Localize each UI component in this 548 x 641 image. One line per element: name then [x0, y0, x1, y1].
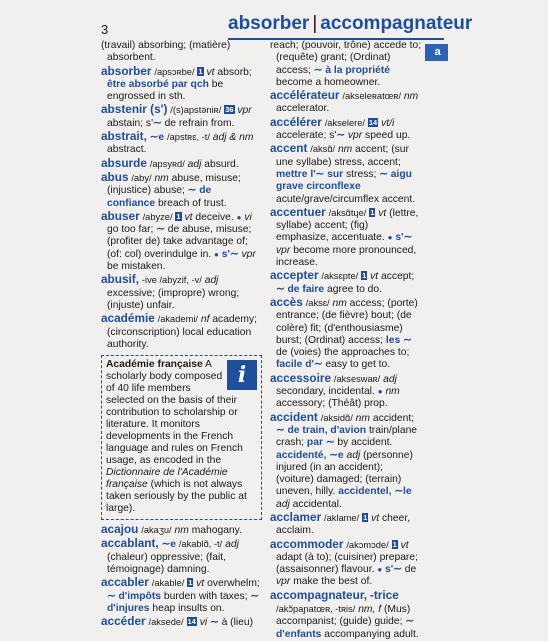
- entry-accent: [270, 142, 422, 205]
- tilde: ∼: [276, 283, 285, 295]
- phrase: mettre l'∼ sur: [276, 168, 344, 180]
- definition: accelerator.: [276, 103, 330, 115]
- definition: de abuse, misuse; (profiter de) take advantage of; (of: col) overindulge in.: [107, 224, 252, 260]
- phrase: de train, d'avion: [287, 424, 367, 436]
- definition: stress;: [346, 168, 377, 180]
- part-of-speech: vpr: [237, 105, 252, 117]
- part-of-speech: nf: [200, 314, 210, 326]
- tilde: ∼e: [329, 449, 344, 461]
- definition: (chaleur) oppressive; (fait, témoignage) damning.: [107, 551, 227, 576]
- pronunciation: /akaʒu/: [141, 525, 172, 536]
- phrase: grave: [276, 181, 304, 193]
- definition: access; (porte) entrance; (de fièvre) bout; (de colère) fit; (d'enthousiasme) burst; (Ordinat) access;: [276, 297, 418, 346]
- pronunciation: /aksɛpte/: [321, 271, 359, 282]
- bullet-icon: ●: [387, 233, 393, 243]
- tilde: ∼le: [394, 486, 412, 498]
- headword: accélérateur: [270, 88, 340, 103]
- headword: abstenir (s'): [101, 102, 168, 117]
- entry-accelerateur: [270, 89, 422, 116]
- phrase: aigu: [390, 168, 412, 180]
- entry-accepter: [270, 269, 422, 296]
- entry-abusif: [101, 273, 262, 312]
- part-of-speech: adj: [383, 373, 397, 385]
- headword: accablant,: [101, 536, 159, 551]
- headword: accès: [270, 294, 303, 309]
- conjugation-badge: 14: [187, 617, 196, 627]
- entry-acajou: [101, 523, 262, 537]
- part-of-speech: vt: [184, 211, 193, 223]
- part-of-speech: vt: [206, 66, 215, 78]
- headword: abstrait,: [101, 129, 147, 144]
- definition: speed up.: [365, 130, 411, 142]
- phrase: les ∼: [385, 334, 412, 346]
- definition: secondary, incidental.: [276, 386, 375, 398]
- pronunciation: /akɔmɔde/: [346, 539, 389, 550]
- definition: overwhelm;: [207, 578, 260, 590]
- phrase: à la propriété: [325, 64, 390, 76]
- headword-separator: |: [312, 13, 318, 34]
- pronunciation: /akselere/: [324, 117, 366, 128]
- definition: be engrossed in sth.: [107, 78, 224, 103]
- definition: (personne) injured (in an accident); (voiture) damaged; (terrain) uneven, hilly.: [276, 449, 413, 498]
- definition: accent; (sur une syllabe) stress, accent;: [276, 144, 409, 168]
- conjugation-badge: 1: [198, 66, 203, 76]
- definition: burden with taxes;: [163, 590, 248, 602]
- conjugation-badge: 36: [225, 105, 234, 115]
- definition: heap insults on.: [152, 602, 225, 614]
- info-box-text: A scholarly body composed of 40 life members selected on the basis of their contribution to scholarship or literature. It monitors developments in the French language and rules on French usage, as encoded in the: [106, 359, 243, 467]
- pronunciation: /aby/: [131, 172, 152, 183]
- pronunciation: /akɔ̃paɲatœʀ, -tʀis/: [276, 604, 356, 615]
- phrase: facile d'∼: [276, 359, 323, 371]
- part-of-speech: adj: [204, 275, 219, 287]
- part-of-speech: nm: [154, 172, 169, 184]
- definition: accidental.: [292, 498, 342, 510]
- entry-accident: [270, 411, 422, 511]
- entry-acclamer: [270, 511, 422, 538]
- tilde: s'∼: [385, 564, 402, 576]
- last-headword: accompagnateur: [320, 13, 473, 34]
- definition: (Mus) accompanist; (guide) guide;: [276, 604, 411, 628]
- definition: go too far;: [107, 224, 154, 236]
- definition: accident;: [372, 412, 415, 424]
- headword: accident: [270, 409, 318, 424]
- part-of-speech: nm: [174, 525, 189, 537]
- tilde: s'∼: [221, 248, 239, 260]
- definition: abstain; s': [107, 117, 154, 129]
- part-of-speech: nm: [332, 297, 347, 309]
- info-box-dictionary-title: Dictionnaire de l'Académie française: [106, 467, 228, 491]
- page-number: 3: [101, 22, 109, 37]
- phrase: de faire: [287, 283, 325, 295]
- part-of-speech: vpr: [276, 576, 291, 588]
- phrase: de confiance: [107, 185, 212, 209]
- headword: accessoire: [270, 370, 332, 385]
- pronunciation: /aksɛ/: [305, 297, 330, 308]
- tilde: ∼: [250, 590, 259, 602]
- entry-accelerer: [270, 116, 422, 143]
- part-of-speech: vi: [199, 617, 208, 629]
- definition: train/plane crash;: [276, 424, 418, 449]
- definition: accompanying adult.: [324, 628, 419, 640]
- bullet-icon: ●: [377, 387, 383, 397]
- phrase: d'injures: [107, 602, 150, 614]
- part-of-speech: vt/i: [381, 117, 395, 129]
- conjugation-badge: 1: [176, 211, 181, 221]
- left-column: [101, 40, 262, 630]
- headword: accélérer: [270, 114, 322, 129]
- pronunciation: /akseswaʀ/: [333, 373, 381, 384]
- entry-acces: [270, 296, 422, 372]
- info-box: [101, 355, 262, 520]
- pronunciation: -ive /abyzif, -v/: [141, 275, 202, 286]
- tilde: ∼: [187, 185, 197, 197]
- entry-accommoder: [270, 538, 422, 589]
- entry-continuation: reach; (pouvoir, trône) accede to; (requête) grant; (Ordinat) access; ∼ à la propriété become a homeowner.: [270, 40, 422, 88]
- info-icon: i: [227, 360, 257, 390]
- pronunciation: /apsyʀd/: [149, 158, 185, 169]
- info-box-text: (which is not always taken seriously by the public at large).: [106, 479, 247, 515]
- entry-accentuer: [270, 206, 422, 269]
- bullet-icon: ●: [214, 249, 219, 259]
- conjugation-badge: 1: [363, 512, 368, 522]
- part-of-speech: nm: [385, 386, 400, 398]
- part-of-speech: vt: [196, 578, 205, 590]
- part-of-speech: vt: [370, 271, 379, 283]
- sub-headword: accidenté,: [276, 449, 327, 461]
- pronunciation: /akademi/: [157, 314, 198, 325]
- definition: academy; (circonscription) local education authority.: [107, 314, 257, 350]
- entry-acceder: [101, 615, 262, 629]
- tilde: ∼: [153, 117, 162, 129]
- pronunciation: /aksidɑ̃/: [320, 412, 353, 423]
- definition: mahogany.: [191, 525, 242, 537]
- pronunciation: /akable/: [151, 578, 185, 589]
- part-of-speech: adj & nm: [212, 132, 254, 144]
- headword: acajou: [101, 522, 139, 537]
- headword: académie: [101, 311, 155, 326]
- conjugation-badge: 14: [368, 117, 378, 127]
- conjugation-badge: 1: [188, 578, 193, 588]
- headword: abus: [101, 169, 129, 184]
- entry-academie: [101, 312, 262, 351]
- part-of-speech: adj: [187, 158, 202, 170]
- definition: by accident.: [337, 437, 393, 449]
- entry-abstenir: [101, 103, 262, 130]
- definition: abuse, misuse; (injustice) abuse;: [107, 172, 241, 197]
- definition: absurd.: [204, 158, 239, 170]
- pronunciation: /abyze/: [142, 211, 173, 222]
- definition: acute/grave/circumflex accent.: [276, 193, 416, 205]
- entry-absurde: [101, 157, 262, 171]
- entry-abus: [101, 171, 262, 210]
- entry-accablant: [101, 537, 262, 576]
- definition: adapt (à to); (cuisiner) prepare; (assaisonner) flavour.: [276, 551, 418, 576]
- pronunciation: /akseleʀatœʀ/: [342, 91, 402, 102]
- pronunciation: /akablɑ̃, -t/: [178, 539, 223, 550]
- headword: absorber: [101, 63, 152, 78]
- pronunciation: /(s)apstəniʀ/: [170, 105, 222, 116]
- definition: (lettre, syllabe) accent; (fig) emphasize, accentuate.: [276, 207, 419, 244]
- definition: à (lieu): [221, 617, 254, 629]
- phrase: par: [306, 437, 323, 449]
- definition: cheer, acclaim.: [276, 512, 411, 537]
- entry-absorber: [101, 65, 262, 104]
- headword: accabler: [101, 575, 149, 590]
- phrase: d'enfants: [276, 628, 322, 640]
- part-of-speech: adj: [225, 539, 239, 551]
- entry-abuser: [101, 210, 262, 273]
- pronunciation: /aksɑ̃tɥe/: [328, 207, 367, 218]
- tilde: s'∼: [395, 232, 413, 244]
- definition: accept;: [381, 271, 415, 283]
- tilde: ∼: [107, 590, 116, 602]
- headword: accentuer: [270, 204, 326, 219]
- entry-accompagnateur: [270, 589, 422, 641]
- part-of-speech: vi: [244, 211, 252, 223]
- headword: absurde: [101, 155, 147, 170]
- tilde: ∼: [325, 437, 335, 449]
- sub-headword: accidentel,: [338, 486, 392, 498]
- headword: accompagnateur,: [270, 587, 368, 602]
- letter-tab[interactable]: a: [425, 44, 448, 61]
- definition: deceive.: [195, 211, 234, 223]
- conjugation-badge: 1: [362, 271, 367, 281]
- part-of-speech: nm: [355, 412, 370, 424]
- definition: de (voies) the approaches to;: [276, 347, 410, 359]
- right-column: [270, 40, 422, 641]
- definition: accessory; (Théât) prop.: [276, 398, 388, 410]
- running-head: [228, 13, 472, 35]
- phrase: être absorbé par qch: [107, 78, 209, 90]
- definition: de: [404, 564, 417, 576]
- part-of-speech: vpr: [276, 244, 291, 256]
- part-of-speech: vt: [371, 512, 380, 524]
- definition: accelerate; s': [276, 130, 337, 142]
- part-of-speech: nm: [403, 91, 419, 103]
- headword: accéder: [101, 614, 146, 629]
- headword: accepter: [270, 268, 319, 283]
- tilde: ∼: [156, 224, 165, 236]
- tilde: ∼: [405, 616, 415, 628]
- pronunciation: /aklame/: [324, 512, 360, 523]
- entry-abstrait: [101, 130, 262, 157]
- headword: accent: [270, 141, 308, 156]
- part-of-speech: adj: [276, 498, 290, 510]
- tilde: ∼: [276, 424, 285, 436]
- part-of-speech: vpr: [347, 130, 363, 142]
- tilde: ∼: [336, 130, 345, 142]
- definition: de refrain from.: [164, 117, 235, 129]
- info-box-title: Académie française: [106, 359, 203, 371]
- definition: excessive; (impropre) wrong; (injuste) unfair.: [107, 287, 240, 311]
- headword: acclamer: [270, 509, 322, 524]
- tilde: ∼e: [161, 539, 176, 551]
- headword: abusif,: [101, 272, 140, 287]
- definition: agree to do.: [327, 283, 382, 295]
- conjugation-badge: 1: [370, 207, 375, 217]
- entry-accabler: [101, 576, 262, 615]
- part-of-speech: nm: [337, 144, 353, 156]
- headword: abuser: [101, 208, 140, 223]
- definition: become more pronounced, increase.: [276, 244, 417, 269]
- part-of-speech: vt: [378, 207, 387, 219]
- tilde: ∼: [379, 168, 388, 180]
- headword: accommoder: [270, 536, 344, 551]
- definition: be mistaken.: [107, 261, 166, 273]
- entry-accessoire: [270, 372, 422, 411]
- pronunciation: /aksɑ̃/: [310, 144, 336, 155]
- bullet-icon: ●: [377, 565, 383, 575]
- definition: easy to get to.: [325, 359, 391, 371]
- headword-feminine: -trice: [369, 587, 399, 602]
- definition: absorb;: [217, 66, 252, 78]
- entry-continuation: (travail) absorbing; (matière) absorbent.: [101, 40, 231, 64]
- part-of-speech: nm, f: [358, 604, 382, 616]
- tilde: ∼e: [149, 132, 165, 144]
- pronunciation: /apstʀɛ, -t/: [167, 132, 210, 143]
- tilde: ∼: [210, 617, 219, 629]
- part-of-speech: vpr: [241, 248, 256, 260]
- definition: abstract.: [107, 144, 147, 156]
- part-of-speech: vt: [400, 539, 409, 551]
- first-headword: absorber: [228, 13, 310, 34]
- bullet-icon: ●: [236, 212, 242, 222]
- pronunciation: /aksede/: [148, 617, 184, 628]
- phrase: d'impôts: [118, 590, 162, 602]
- pronunciation: /apsɔʀbe/: [154, 66, 195, 77]
- phrase: circonflexe: [306, 181, 361, 193]
- conjugation-badge: 1: [392, 539, 397, 549]
- definition: make the best of.: [293, 576, 373, 588]
- tilde: ∼: [313, 64, 323, 76]
- definition: breach of trust.: [157, 197, 227, 209]
- part-of-speech: adj: [346, 449, 361, 461]
